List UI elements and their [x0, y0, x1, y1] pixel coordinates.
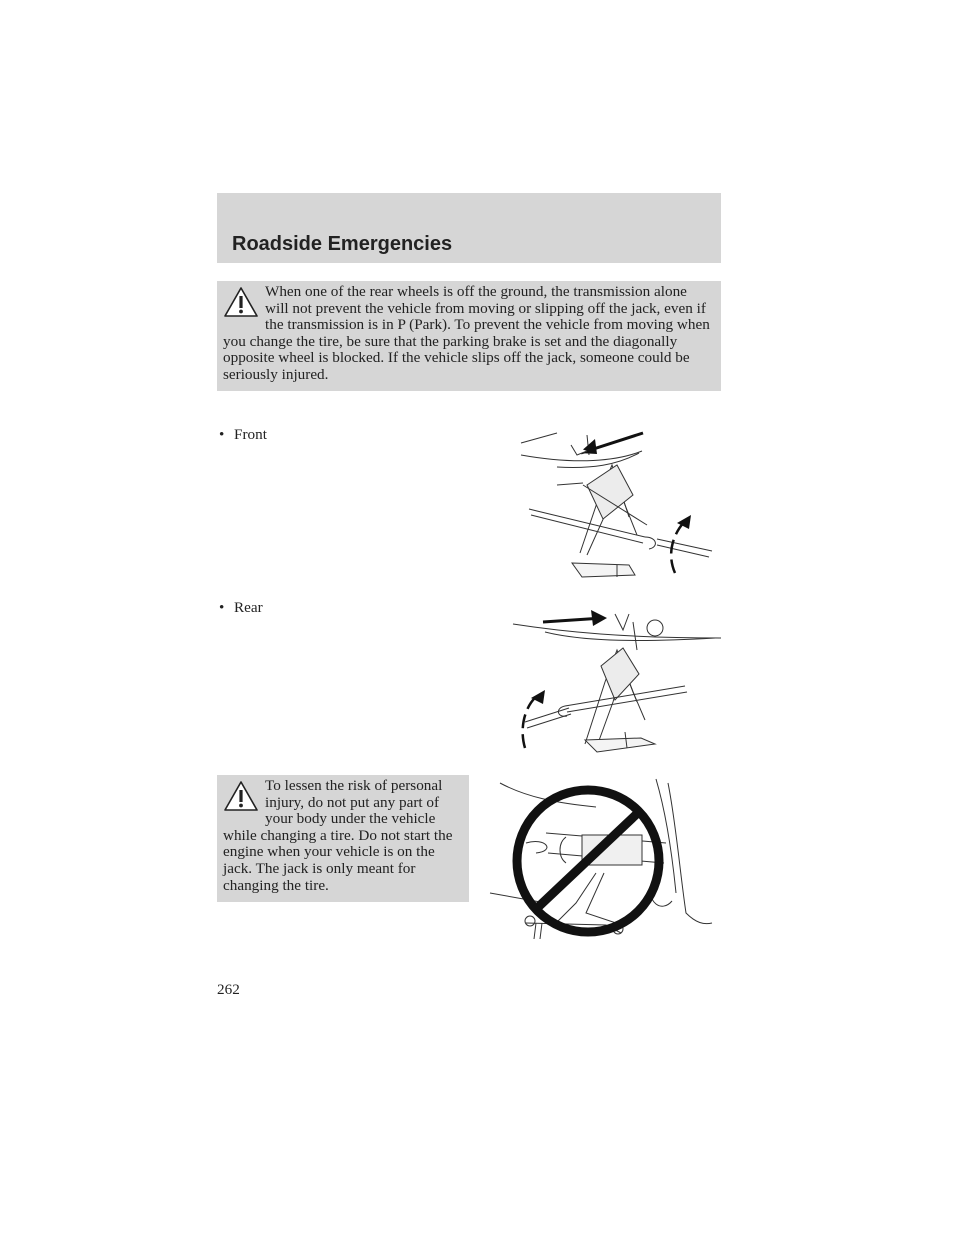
- no-body-under-vehicle-illustration: [486, 773, 716, 943]
- page-title: Roadside Emergencies: [232, 233, 453, 255]
- front-jack-illustration: [517, 425, 727, 595]
- warning-text: To lessen the risk of personal injury, do not put any part of your body under the vehicle while changing a tire. Do not start the engine when your vehicle is on the jack. The jack is only meant for changing the tire.: [223, 777, 453, 894]
- section-header: [217, 193, 721, 263]
- bullet-rear: • Rear: [219, 599, 263, 616]
- page-number: 262: [217, 981, 240, 998]
- bullet-front: • Front: [219, 426, 267, 443]
- bullet-label: Rear: [234, 599, 263, 616]
- warning-text: When one of the rear wheels is off the ground, the transmission alone will not prevent the vehicle from moving or slipping off the jack, even if the transmission is in P (Park). To prevent the vehicle from moving when you change the tire, be sure that the parking brake is set and the diagonally opposite wheel is blocked. If the vehicle slips off the jack, someone could be seriously injured.: [223, 283, 710, 383]
- warning-box-transmission: [217, 281, 721, 391]
- warning-triangle-icon: [223, 286, 259, 318]
- rear-jack-illustration: [505, 602, 725, 762]
- warning-box-personal-injury: [217, 775, 469, 902]
- warning-triangle-icon: [223, 780, 259, 812]
- bullet-label: Front: [234, 426, 267, 443]
